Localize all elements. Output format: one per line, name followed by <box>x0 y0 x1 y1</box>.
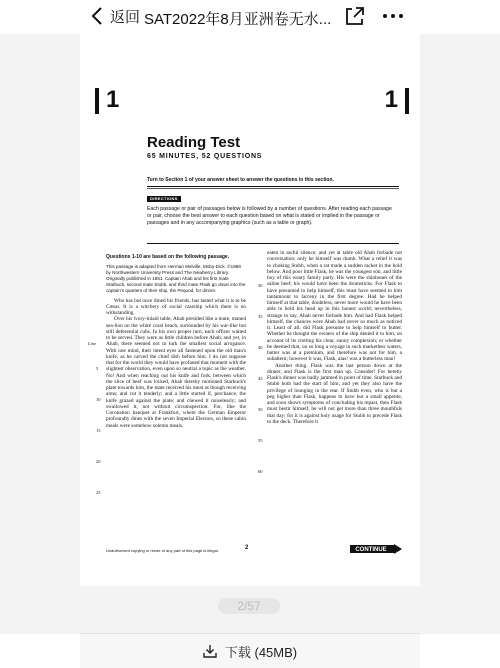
passage-column-right <box>267 250 402 425</box>
document-title: SAT2022年8月亚洲卷无水... <box>144 11 332 28</box>
passage-paragraph: eaten in awful silence; and yet at table old Ahab forbade not conversation; only he himself was dumb. What a relief it was to choking Stubb, when a rat made a sudden racket in the hold below. And poor little Flask, he was the youngest son, and little boy of this weary family party. His were the shinbones of the saline beef; his would have been the drumsticks. For Flask to have presumed to help himself, this must have seemed to him tantamount to larceny in the first degree. Had he helped himself at that table, doubtless, never more would he have been able to hold his head up in this honest world; nevertheless, strange to say, Ahab never forbade him. And had Flask helped himself, the chances were Ahab had never so much as noticed it. Least of all, did Flask presume to help himself to butter. Whether he thought the owners of the ship denied it to him, on account of its clotting his clear, sunny complexion; or whether he deemed that, on so long a voyage in such marketless waters, butter was at a premium, and therefore was not for him, a subaltern; however it was, Flask, alas! was a butterless man! <box>267 250 402 363</box>
line-number: 20 <box>96 459 101 464</box>
back-label: 返回 <box>110 8 141 26</box>
line-number: 25 <box>96 490 101 495</box>
divider-top-thin <box>147 188 399 189</box>
download-icon <box>203 644 217 658</box>
directions-badge: DIRECTIONS <box>147 196 181 202</box>
download-label: 下载 (45MB) <box>224 644 298 660</box>
more-icon <box>378 4 408 28</box>
line-number: 5 <box>96 366 99 371</box>
questions-header: Questions 1-10 are based on the following passage. <box>106 254 230 260</box>
line-number: 15 <box>96 428 101 433</box>
section-number-right: 1 <box>384 86 398 113</box>
test-subtitle: 65 MINUTES, 52 QUESTIONS <box>147 153 263 160</box>
more-button[interactable] <box>378 4 408 28</box>
download-button[interactable] <box>80 633 420 668</box>
top-nav-bar <box>0 0 500 34</box>
page-indicator: 2/57 <box>218 598 280 614</box>
divider-top <box>147 186 399 187</box>
passage-intro: This passage is adapted from Herman Melville, Moby-Dick. ©1988 by Northwestern University Press and The Newberry Library. Originally published in 1851. Captain Ahab and his first mate Starbuck, second mate Stubb, and third mate Flask go down into the captain's quarters of their ship, the Pequod, for dinner. <box>106 263 246 293</box>
section-instruction: Turn to Section 1 of your answer sheet to answer the questions in this section. <box>147 177 334 183</box>
section-bar-left <box>95 88 99 114</box>
divider-directions <box>147 243 399 244</box>
line-label: Line <box>88 341 97 346</box>
passage-paragraph: Another thing. Flask was the last person down at the dinner, and Flask is the first man up. Consider! For hereby Flask's dinner was badly jammed in point of time. Starbuck and Stubb both had the start of him; and yet they also have the privilege of lounging in the rear. If Stubb even, who is but a peg higher than Flask, happens to have but a small appetite, and soon shows symptoms of concluding his repast, then Flask must bestir himself, he will not get more than three mouthfuls that day; for it is against holy usage for Stubb to precede Flask to the deck. Therefore it <box>267 362 402 425</box>
continue-label: CONTINUE <box>355 547 387 554</box>
line-number: 45 <box>258 376 263 381</box>
line-number: 30 <box>258 283 263 288</box>
continue-arrow-icon <box>350 544 402 554</box>
passage-paragraph: Who has but once dined his friends, has tasted what it is to be Cæsar. It is a witchery of social czarship which there is no withstanding. <box>106 297 246 316</box>
passage-paragraph: Over his ivory-inlaid table, Ahab presided like a mute, maned sea-lion on the white coral beach, surrounded by his war-like but still deferential cubs. In his own proper turn, each officer waited to be served. They were as little children before Ahab; and yet, in Ahab, there seemed not to lurk the smallest social arrogance. With one mind, their intent eyes all fastened upon the old man's knife, as he carved the chief dish before him. I do not suppose that for the world they would have profaned that moment with the slightest observation, even upon so neutral a topic as the weather. No! And when reaching out his knife and fork, between which the slice of beef was locked, Ahab thereby motioned Starbuck's plate towards him, the mate received his meat as though receiving alms; and cut it tenderly; and a little started if, perchance, the knife grazed against the plate; and chewed it noiselessly; and swallowed it, not without circumspection. For, like the Coronation banquet at Frankfort, where the German Emperor profoundly dines with the seven Imperial Electors, so these cabin meals were somehow solemn meals, <box>106 316 246 429</box>
line-number: 55 <box>258 438 263 443</box>
line-number: 50 <box>258 407 263 412</box>
passage-column-left <box>106 254 246 429</box>
chevron-left-icon <box>90 6 104 26</box>
line-number: 35 <box>258 314 263 319</box>
directions-text: Each passage or pair of passages below is followed by a number of questions. After reading each passage or pair, choose the best answer to each question based on what is stated or implied in the passage or passages and in any accompanying graphics (such as a table or graph). <box>147 206 392 227</box>
share-button[interactable] <box>343 4 367 28</box>
line-number: 60 <box>258 469 263 474</box>
line-number: 10 <box>96 397 101 402</box>
section-number-left: 1 <box>106 86 120 113</box>
document-page <box>80 34 420 586</box>
share-icon <box>343 4 367 28</box>
back-button[interactable] <box>90 4 140 28</box>
test-title: Reading Test <box>147 134 241 151</box>
section-bar-right <box>405 88 409 114</box>
page-number: 2 <box>245 545 249 551</box>
line-number: 40 <box>258 345 263 350</box>
copyright-notice: Unauthorized copying or reuse of any part of this page is illegal. <box>106 548 219 553</box>
